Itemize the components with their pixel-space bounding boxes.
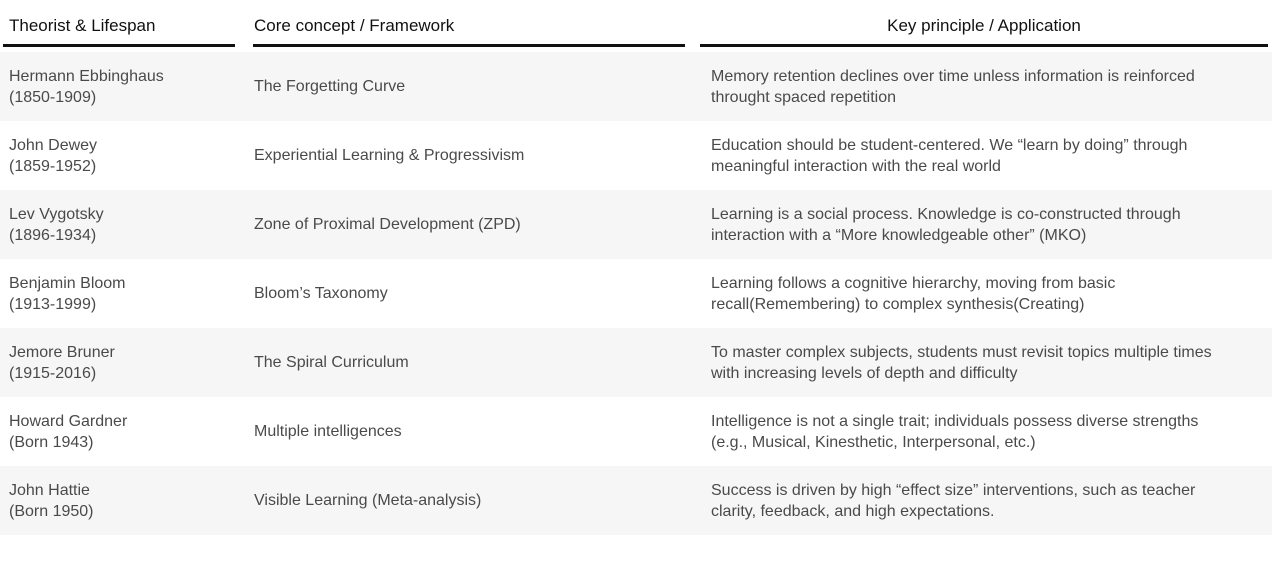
theorist-lifespan: (Born 1943) <box>9 433 94 451</box>
table-row <box>0 259 1272 328</box>
theorist-cell <box>9 466 244 535</box>
theorist-lifespan: (1859-1952) <box>9 157 97 175</box>
principle-line-1: Memory retention declines over time unless information is reinforced <box>711 67 1195 85</box>
concept-cell <box>254 121 694 190</box>
concept-cell <box>254 52 694 121</box>
theorist-cell <box>9 52 244 121</box>
concept-text: Zone of Proximal Development (ZPD) <box>254 216 521 233</box>
concept-text: Experiential Learning & Progressivism <box>254 147 525 164</box>
theorist-name: Jemore Bruner <box>9 343 115 361</box>
principle-line-2: (e.g., Musical, Kinesthetic, Interpersonal, etc.) <box>711 433 1036 451</box>
principle-line-2: meaningful interaction with the real world <box>711 157 1001 175</box>
theorist-lifespan: (1915-2016) <box>9 364 97 382</box>
principle-line-1: Success is driven by high “effect size” interventions, such as teacher <box>711 481 1196 499</box>
table-row <box>0 466 1272 535</box>
header-rule-theorist <box>3 44 235 47</box>
concept-cell <box>254 259 694 328</box>
theorist-name: John Dewey <box>9 136 98 154</box>
principle-line-2: with increasing levels of depth and difficulty <box>711 364 1018 382</box>
principle-cell <box>711 397 1266 466</box>
concept-cell <box>254 328 694 397</box>
principle-line-1: Learning follows a cognitive hierarchy, moving from basic <box>711 274 1116 292</box>
concept-cell <box>254 466 694 535</box>
concept-text: The Spiral Curriculum <box>254 354 409 371</box>
concept-cell <box>254 397 694 466</box>
table-row <box>0 397 1272 466</box>
principle-line-2: interaction with a “More knowledgeable other” (MKO) <box>711 226 1087 244</box>
concept-text: The Forgetting Curve <box>254 78 406 95</box>
theorist-lifespan: (1850-1909) <box>9 88 97 106</box>
principle-line-1: Learning is a social process. Knowledge is co-constructed through <box>711 205 1181 223</box>
theorist-name: Howard Gardner <box>9 412 128 430</box>
theorist-name: Hermann Ebbinghaus <box>9 67 164 85</box>
principle-cell <box>711 328 1266 397</box>
theorist-cell <box>9 397 244 466</box>
table-header <box>0 0 1272 50</box>
header-concept: Core concept / Framework <box>254 16 455 35</box>
theorist-name: John Hattie <box>9 481 90 499</box>
table-body <box>0 52 1272 535</box>
theorist-name: Lev Vygotsky <box>9 205 104 223</box>
principle-line-1: Education should be student-centered. We “learn by doing” through <box>711 136 1188 154</box>
theorist-cell <box>9 328 244 397</box>
theorist-cell <box>9 190 244 259</box>
principle-cell <box>711 259 1266 328</box>
table-row <box>0 328 1272 397</box>
concept-text: Bloom’s Taxonomy <box>254 285 388 302</box>
principle-cell <box>711 466 1266 535</box>
concept-cell <box>254 190 694 259</box>
concept-text: Visible Learning (Meta-analysis) <box>254 492 482 509</box>
theorist-name: Benjamin Bloom <box>9 274 126 292</box>
header-principle: Key principle / Application <box>887 16 1081 35</box>
principle-line-2: clarity, feedback, and high expectations. <box>711 502 995 520</box>
principle-cell <box>711 121 1266 190</box>
concept-text: Multiple intelligences <box>254 423 402 440</box>
principle-cell <box>711 52 1266 121</box>
header-rule-concept <box>253 44 685 47</box>
principle-cell <box>711 190 1266 259</box>
theorist-lifespan: (1913-1999) <box>9 295 97 313</box>
table-row <box>0 52 1272 121</box>
theorist-lifespan: (Born 1950) <box>9 502 94 520</box>
principle-line-2: throught spaced repetition <box>711 88 897 106</box>
header-rule-principle <box>700 44 1268 47</box>
table-row <box>0 190 1272 259</box>
header-theorist: Theorist & Lifespan <box>9 16 156 35</box>
theorist-cell <box>9 121 244 190</box>
principle-line-1: Intelligence is not a single trait; individuals possess diverse strengths <box>711 412 1199 430</box>
principle-line-2: recall(Remembering) to complex synthesis(Creating) <box>711 295 1085 313</box>
table-row <box>0 121 1272 190</box>
theorist-cell <box>9 259 244 328</box>
principle-line-1: To master complex subjects, students must revisit topics multiple times <box>711 343 1212 361</box>
theorist-lifespan: (1896-1934) <box>9 226 97 244</box>
